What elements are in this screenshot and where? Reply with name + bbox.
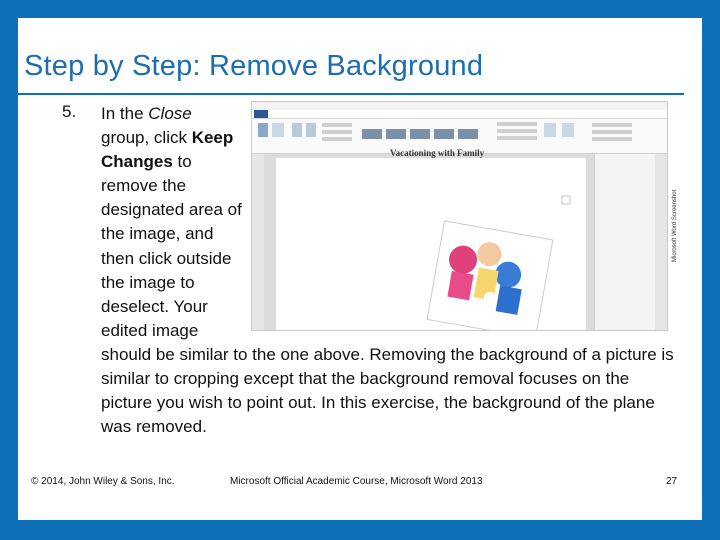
document-heading: Vacationing with Family	[390, 148, 485, 158]
vacation-photo-icon	[276, 158, 586, 331]
step-number: 5.	[62, 102, 77, 121]
slide-title: Step by Step: Remove Background	[24, 50, 484, 82]
side-pane	[594, 154, 655, 330]
step-text-part: In the	[101, 104, 149, 123]
file-tab	[254, 110, 268, 118]
document-page	[276, 158, 586, 331]
close-group-name: Close	[148, 104, 192, 123]
page-number: 27	[666, 476, 678, 487]
word-screenshot	[251, 101, 668, 331]
document-area	[264, 154, 654, 330]
title-divider	[18, 93, 684, 95]
footer-course: Microsoft Official Academic Course, Microsoft Word 2013	[230, 476, 483, 487]
window-title-bar	[252, 102, 667, 110]
step-text-part: group, click	[101, 128, 192, 148]
ribbon-tabs	[252, 110, 667, 119]
keep-changes-label: Keep Changes	[101, 128, 234, 172]
footer-copyright: © 2014, John Wiley & Sons, Inc.	[31, 476, 175, 487]
step-text-part: to remove the designated area of the image, and then click outside the image to deselect. Your edited image should be similar to the one above. Removing the background of a picture is similar to cropping except that the background removal focuses on the picture you wish to point out. In this exercise, the background of the plane was removed.	[101, 152, 674, 437]
screenshot-caption: Microsoft Word Screenshot	[672, 189, 678, 262]
